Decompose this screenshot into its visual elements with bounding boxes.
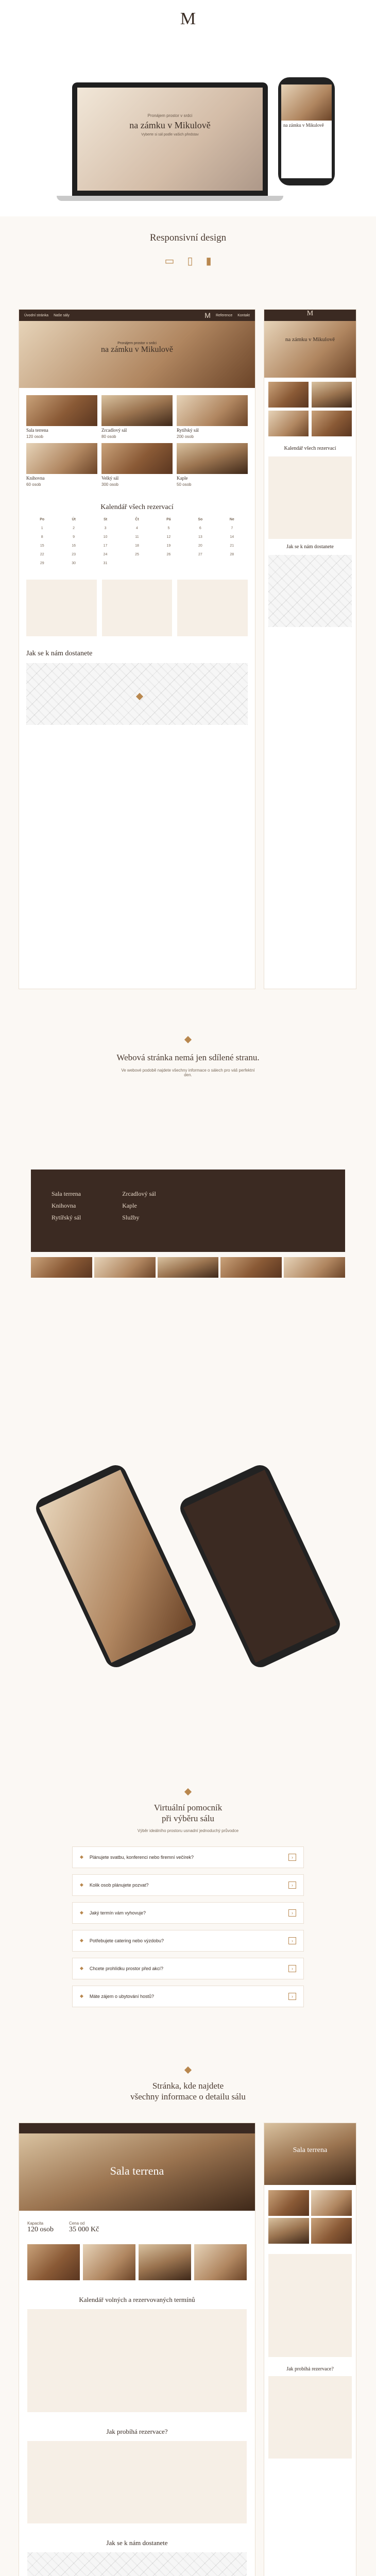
calendar-day[interactable]: 14 bbox=[230, 535, 234, 539]
responsive-section bbox=[0, 222, 376, 278]
detail-title-2: všechny informace o detailu sálu bbox=[130, 2092, 246, 2102]
menu-item[interactable]: Kaple bbox=[122, 1202, 137, 1209]
desktop-homepage bbox=[19, 309, 255, 989]
detail-hero bbox=[19, 2133, 255, 2211]
arrow-right-icon[interactable]: › bbox=[288, 1993, 296, 2000]
desktop-hero bbox=[19, 321, 255, 388]
question-row[interactable] bbox=[72, 1958, 304, 1979]
gallery-image[interactable] bbox=[220, 1257, 282, 1278]
calendar-day[interactable]: 6 bbox=[199, 527, 201, 530]
arrow-right-icon[interactable]: › bbox=[288, 1965, 296, 1972]
calendar-weekday: Út bbox=[72, 518, 76, 521]
question-icon: ◆ bbox=[80, 1882, 83, 1887]
gallery-image[interactable] bbox=[284, 1257, 345, 1278]
question-row[interactable] bbox=[72, 1902, 304, 1924]
laptop-screen bbox=[77, 88, 263, 191]
room-capacity: 300 osob bbox=[101, 482, 118, 487]
calendar-day[interactable]: 20 bbox=[198, 544, 202, 548]
calendar-day[interactable]: 7 bbox=[231, 527, 233, 530]
menu-gallery bbox=[31, 1257, 345, 1278]
calendar-day[interactable]: 8 bbox=[41, 535, 43, 539]
calendar-day[interactable]: 19 bbox=[166, 544, 171, 548]
mobile-calendar bbox=[268, 456, 352, 539]
calendar-day[interactable]: 24 bbox=[103, 553, 108, 556]
calendar-weekday: Čt bbox=[135, 518, 139, 521]
brand-logo bbox=[0, 0, 376, 28]
question-icon: ◆ bbox=[80, 1993, 83, 1998]
web-section-text: Ve webové podobě najdete všechny informace o sálech pro váš perfektní den. bbox=[121, 1068, 255, 1078]
monogram: M bbox=[180, 9, 196, 28]
calendar-weekday: Po bbox=[40, 518, 45, 521]
web-section bbox=[0, 1036, 376, 1170]
desktop-hero-title: na zámku v Mikulově bbox=[101, 345, 173, 354]
divider-icon bbox=[184, 2066, 192, 2074]
room-card[interactable] bbox=[101, 395, 173, 439]
menu-item[interactable]: Knihovna bbox=[52, 1202, 76, 1209]
question-text: Potřebujete catering nebo výzdobu? bbox=[89, 1938, 164, 1943]
mobile-detail-steps bbox=[268, 2376, 352, 2459]
detail-title-1: Stránka, kde najdete bbox=[152, 2081, 224, 2091]
room-name: Sala terrena bbox=[26, 428, 48, 433]
virtual-subtitle: Výběr ideálního prostoru usnadní jednoduchý průvodce bbox=[137, 1828, 239, 1833]
question-icon: ◆ bbox=[80, 1965, 83, 1971]
arrow-right-icon[interactable]: › bbox=[288, 1882, 296, 1889]
homepage-preview-section bbox=[0, 289, 376, 1010]
capacity-value: 120 osob bbox=[27, 2226, 54, 2233]
tablet-icon: ▯ bbox=[187, 255, 193, 267]
gallery-image[interactable] bbox=[139, 2244, 191, 2280]
map-pin-icon bbox=[136, 693, 143, 700]
calendar-day[interactable]: 1 bbox=[41, 527, 43, 530]
nav-contact[interactable]: Kontakt bbox=[237, 313, 250, 317]
gallery-image[interactable] bbox=[268, 2218, 309, 2244]
calendar-day[interactable]: 9 bbox=[73, 535, 75, 539]
calendar-weekday: St bbox=[104, 518, 108, 521]
mobile-room-card[interactable] bbox=[312, 411, 352, 436]
mobile-rooms bbox=[264, 378, 356, 440]
room-capacity: 60 osob bbox=[26, 482, 41, 487]
calendar-day[interactable]: 2 bbox=[73, 527, 75, 530]
menu-item[interactable]: Rytířský sál bbox=[52, 1214, 81, 1221]
mobile-calendar-title: Kalendář všech rezervací bbox=[284, 446, 336, 451]
mobile-detail-question: Jak probíhá rezervace? bbox=[286, 2366, 334, 2372]
mobile-nav-logo[interactable]: M bbox=[264, 310, 356, 321]
calendar-day[interactable]: 28 bbox=[230, 553, 234, 556]
question-row[interactable] bbox=[72, 1930, 304, 1952]
room-card[interactable] bbox=[26, 443, 97, 487]
detail-map[interactable] bbox=[27, 2552, 247, 2576]
phone-left bbox=[32, 1462, 199, 1671]
calendar-day[interactable]: 21 bbox=[230, 544, 234, 548]
menu-item[interactable]: Sala terrena bbox=[52, 1190, 81, 1197]
detail-nav bbox=[19, 2123, 255, 2133]
gallery-image[interactable] bbox=[311, 2218, 352, 2244]
gallery-image[interactable] bbox=[268, 2190, 309, 2216]
room-name: Knihovna bbox=[26, 476, 45, 481]
desktop-directions bbox=[19, 641, 255, 725]
nav-logo[interactable]: M bbox=[204, 311, 211, 319]
room-capacity: 200 osob bbox=[177, 434, 194, 439]
calendar-weekday: Pá bbox=[166, 518, 171, 521]
calendar-day[interactable]: 25 bbox=[135, 553, 139, 556]
virtual-title-1: Virtuální pomocník bbox=[153, 1803, 223, 1812]
virtual-title-2: při výběru sálu bbox=[162, 1814, 214, 1824]
mobile-detail-name: Sala terrena bbox=[293, 2146, 328, 2154]
calendar-day[interactable]: 18 bbox=[135, 544, 139, 548]
arrow-right-icon[interactable]: › bbox=[288, 1937, 296, 1944]
room-name: Rytířský sál bbox=[177, 428, 199, 433]
calendar-day[interactable]: 11 bbox=[135, 535, 139, 539]
laptop-base bbox=[57, 196, 283, 201]
map[interactable] bbox=[26, 663, 248, 725]
laptop-mockup bbox=[72, 82, 268, 196]
calendar-day[interactable] bbox=[153, 562, 184, 565]
menu-col-2 bbox=[122, 1190, 156, 1222]
mobile-room-card[interactable] bbox=[268, 411, 309, 436]
price-label: Cena od bbox=[69, 2221, 85, 2226]
calendar-day[interactable]: 26 bbox=[166, 553, 171, 556]
calendar-day[interactable] bbox=[216, 562, 248, 565]
question-text: Chcete prohlídku prostor před akcí? bbox=[89, 1965, 163, 1971]
calendar-weekday: So bbox=[198, 518, 203, 521]
mobile-detail-gallery bbox=[264, 2185, 356, 2249]
mobile-hero-title: na zámku v Mikulově bbox=[285, 336, 335, 343]
mobile-directions-title: Jak se k nám dostanete bbox=[286, 544, 334, 550]
info-columns bbox=[19, 574, 255, 641]
calendar-day[interactable]: 31 bbox=[103, 562, 108, 565]
room-card[interactable] bbox=[177, 395, 248, 439]
question-list bbox=[72, 1846, 304, 2007]
calendar-day[interactable]: 17 bbox=[103, 544, 108, 548]
question-row[interactable] bbox=[72, 1986, 304, 2007]
price-value: 35 000 Kč bbox=[69, 2226, 99, 2233]
calendar-day[interactable]: 5 bbox=[167, 527, 170, 530]
info-column bbox=[26, 580, 97, 636]
nav-references[interactable]: Reference bbox=[215, 313, 233, 317]
desktop-room-detail bbox=[19, 2123, 255, 2576]
gallery-image[interactable] bbox=[194, 2244, 247, 2280]
room-card[interactable] bbox=[101, 443, 173, 487]
question-icon: ◆ bbox=[80, 1910, 83, 1915]
calendar-day[interactable]: 4 bbox=[136, 527, 138, 530]
menu-overlay bbox=[31, 1170, 345, 1252]
calendar-day[interactable] bbox=[121, 562, 152, 565]
detail-section bbox=[0, 2066, 376, 2576]
divider-icon bbox=[184, 1036, 192, 1043]
room-name: Velký sál bbox=[101, 476, 119, 481]
calendar-day[interactable]: 16 bbox=[72, 544, 76, 548]
info-column bbox=[177, 580, 248, 636]
question-row[interactable] bbox=[72, 1874, 304, 1896]
directions-title: Jak se k nám dostanete bbox=[26, 650, 93, 657]
room-name: Zrcadlový sál bbox=[101, 428, 127, 433]
hero-kicker: Pronájem prostor v srdci bbox=[147, 113, 193, 118]
detail-facts bbox=[19, 2211, 255, 2244]
calendar-title: Kalendář všech rezervací bbox=[100, 503, 174, 511]
detail-room-name: Sala terrena bbox=[110, 2164, 164, 2177]
menu-section bbox=[0, 1170, 376, 1365]
mobile-detail-hero bbox=[264, 2123, 356, 2185]
menu-col-1 bbox=[52, 1190, 81, 1222]
phone-screen bbox=[281, 84, 332, 178]
gallery-image[interactable] bbox=[83, 2244, 135, 2280]
arrow-right-icon[interactable]: › bbox=[288, 1854, 296, 1861]
info-column bbox=[102, 580, 173, 636]
capacity-label: Kapacita bbox=[27, 2221, 44, 2226]
question-text: Plánujete svatbu, konferenci nebo firemní večírek? bbox=[89, 1854, 194, 1860]
room-capacity: 80 osob bbox=[101, 434, 116, 439]
arrow-right-icon[interactable]: › bbox=[288, 1909, 296, 1917]
virtual-section bbox=[0, 1788, 376, 2076]
phone-right bbox=[177, 1462, 344, 1671]
phone-mockup bbox=[278, 77, 335, 185]
device-icons bbox=[0, 255, 376, 267]
question-text: Jaký termín vám vyhovuje? bbox=[89, 1910, 146, 1916]
phone-icon: ▮ bbox=[206, 255, 212, 267]
question-icon: ◆ bbox=[80, 1938, 83, 1943]
mobile-detail-calendar bbox=[268, 2254, 352, 2357]
nav-rooms[interactable]: Naše sály bbox=[54, 313, 70, 317]
mobile-room-card[interactable] bbox=[312, 382, 352, 408]
gallery-image[interactable] bbox=[311, 2190, 352, 2216]
calendar-day[interactable]: 22 bbox=[40, 553, 44, 556]
menu-item[interactable]: Zrcadlový sál bbox=[122, 1190, 156, 1197]
calendar-day[interactable]: 10 bbox=[103, 535, 108, 539]
calendar-day[interactable]: 13 bbox=[198, 535, 202, 539]
calendar-day[interactable]: 12 bbox=[166, 535, 171, 539]
hero-devices-section bbox=[0, 0, 376, 216]
gallery-image[interactable] bbox=[158, 1257, 219, 1278]
mobile-map[interactable] bbox=[268, 555, 352, 627]
mobile-homepage bbox=[264, 309, 356, 989]
calendar-day[interactable]: 29 bbox=[40, 562, 44, 565]
calendar-day[interactable]: 23 bbox=[72, 553, 76, 556]
question-text: Máte zájem o ubytování hostů? bbox=[89, 1993, 154, 1999]
menu-item[interactable]: Služby bbox=[122, 1214, 140, 1221]
calendar-block bbox=[19, 494, 255, 574]
calendar-day[interactable]: 15 bbox=[40, 544, 44, 548]
divider-icon bbox=[184, 1788, 192, 1795]
calendar-day[interactable]: 3 bbox=[104, 527, 107, 530]
detail-calendar bbox=[27, 2309, 247, 2412]
hero-subtitle: Vyberte si sál podle vašich představ bbox=[141, 133, 199, 137]
phones-section bbox=[0, 1443, 376, 1710]
detail-gallery bbox=[19, 2244, 255, 2280]
detail-question: Jak probíhá rezervace? bbox=[106, 2428, 168, 2435]
gallery-image[interactable] bbox=[31, 1257, 92, 1278]
calendar-day[interactable]: 30 bbox=[72, 562, 76, 565]
calendar-day[interactable]: 27 bbox=[198, 553, 202, 556]
detail-calendar-title: Kalendář volných a rezervovaných termínů bbox=[79, 2296, 195, 2303]
question-icon: ◆ bbox=[80, 1854, 83, 1859]
room-card[interactable] bbox=[26, 395, 97, 439]
room-card[interactable] bbox=[177, 443, 248, 487]
gallery-image[interactable] bbox=[94, 1257, 156, 1278]
question-row[interactable] bbox=[72, 1846, 304, 1868]
room-name: Kaple bbox=[177, 476, 188, 481]
nav-home[interactable]: Úvodní stránka bbox=[24, 313, 49, 317]
responsive-title: Responsivní design bbox=[149, 232, 227, 243]
detail-map-title: Jak se k nám dostanete bbox=[106, 2539, 168, 2547]
mobile-room-detail bbox=[264, 2123, 356, 2576]
detail-steps bbox=[27, 2441, 247, 2523]
calendar-grid bbox=[26, 518, 248, 565]
mobile-hero bbox=[264, 321, 356, 378]
room-capacity: 120 osob bbox=[26, 434, 43, 439]
desktop-icon: ▭ bbox=[164, 255, 175, 267]
calendar-day[interactable] bbox=[184, 562, 216, 565]
calendar-weekday: Ne bbox=[229, 518, 234, 521]
phone-hero-title: na zámku v Mikulově bbox=[283, 123, 324, 128]
mobile-room-card[interactable] bbox=[268, 382, 309, 408]
question-text: Kolik osob plánujete pozvat? bbox=[89, 1882, 149, 1888]
desktop-hero-kicker: Pronájem prostor v srdci bbox=[117, 342, 157, 345]
rooms-grid bbox=[19, 388, 255, 494]
web-section-title: Webová stránka nemá jen sdílené stranu. bbox=[116, 1053, 260, 1062]
hero-title: na zámku v Mikulově bbox=[129, 120, 211, 130]
gallery-image[interactable] bbox=[27, 2244, 80, 2280]
desktop-nav bbox=[19, 310, 255, 321]
room-capacity: 50 osob bbox=[177, 482, 192, 487]
